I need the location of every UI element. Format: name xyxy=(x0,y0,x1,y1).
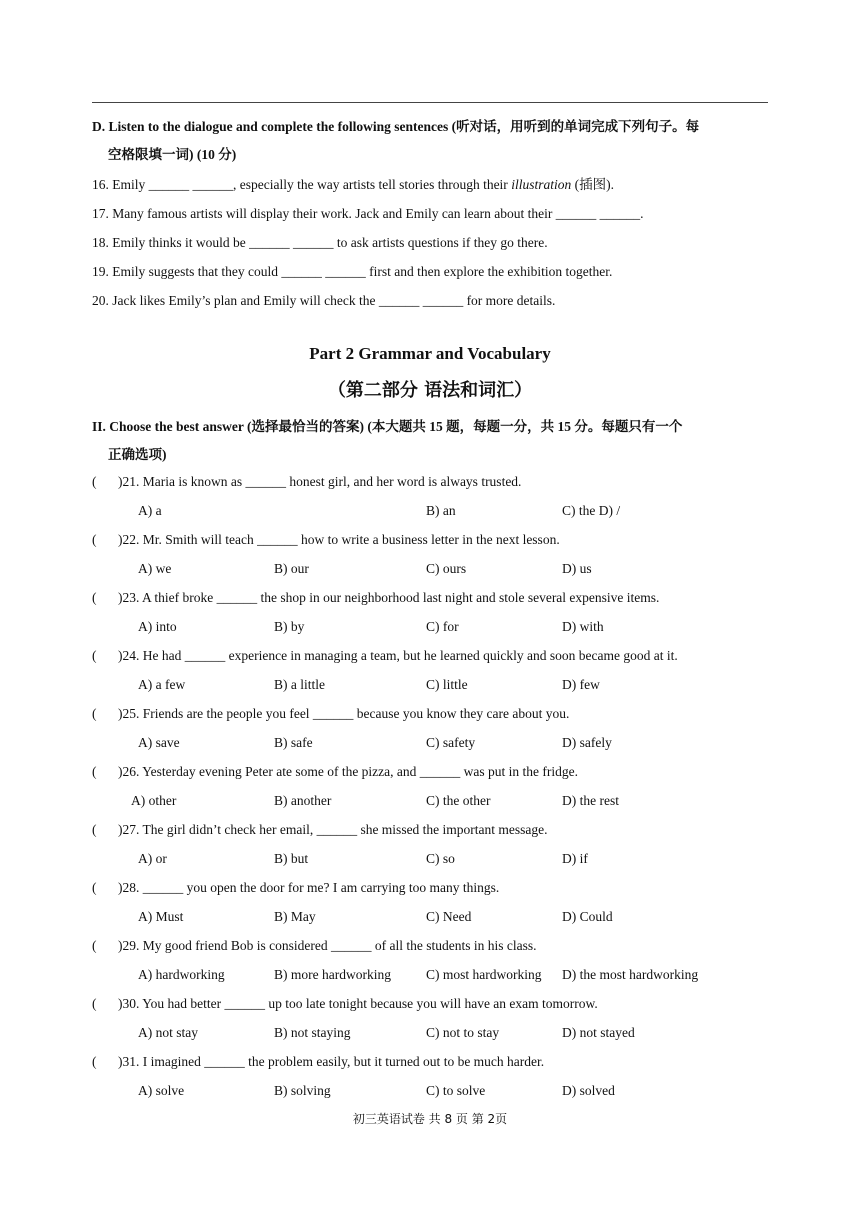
answer-option: D) us xyxy=(562,561,592,576)
part2-title: Part 2 Grammar and Vocabulary xyxy=(309,344,551,363)
answer-option: A) into xyxy=(138,619,177,634)
question-text: )26. Yesterday evening Peter ate some of the pizza, and ______ was put in the fridge. xyxy=(118,764,579,779)
answer-option: C) so xyxy=(426,851,455,866)
answer-bracket: ( xyxy=(92,648,97,663)
answer-option: A) Must xyxy=(138,909,184,924)
answer-option: C) the D) / xyxy=(562,503,621,518)
answer-option: C) not to stay xyxy=(426,1025,500,1040)
answer-bracket: ( xyxy=(92,938,97,953)
answer-bracket: ( xyxy=(92,822,97,837)
answer-option: C) Need xyxy=(426,909,472,924)
answer-option: C) the other xyxy=(426,793,491,808)
answer-option: D) safely xyxy=(562,735,612,750)
answer-bracket: ( xyxy=(92,880,97,895)
answer-option: C) ours xyxy=(426,561,467,576)
sentence-16: 16. Emily ______ ______, especially the way artists tell stories through their illustration (插图). xyxy=(92,177,614,192)
answer-option: B) a little xyxy=(274,677,325,692)
answer-bracket: ( xyxy=(92,532,97,547)
answer-option: D) the most hardworking xyxy=(562,967,699,982)
sentence-18: 18. Emily thinks it would be ______ ______ to ask artists questions if they go there. xyxy=(92,235,548,250)
answer-option: B) our xyxy=(274,561,309,576)
answer-option: A) a xyxy=(138,503,162,518)
answer-option: A) a few xyxy=(138,677,186,692)
section-ii-header-cont: 正确选项) xyxy=(108,447,167,462)
answer-option: B) but xyxy=(274,851,309,866)
answer-option: C) safety xyxy=(426,735,476,750)
question-text: )30. You had better ______ up too late tonight because you will have an exam tomorrow. xyxy=(118,996,598,1011)
question-text: )22. Mr. Smith will teach ______ how to write a business letter in the next lesson. xyxy=(118,532,560,547)
answer-option: B) not staying xyxy=(274,1025,351,1040)
answer-option: A) solve xyxy=(138,1083,185,1098)
top-divider xyxy=(92,102,768,103)
answer-option: A) not stay xyxy=(138,1025,198,1040)
answer-bracket: ( xyxy=(92,474,97,489)
answer-bracket: ( xyxy=(92,590,97,605)
answer-option: C) to solve xyxy=(426,1083,486,1098)
sentence-19: 19. Emily suggests that they could ______ ______ first and then explore the exhibition together. xyxy=(92,264,613,279)
answer-bracket: ( xyxy=(92,996,97,1011)
answer-option: D) the rest xyxy=(562,793,619,808)
sentence-17: 17. Many famous artists will display their work. Jack and Emily can learn about their ______ ______. xyxy=(92,206,644,221)
question-text: )31. I imagined ______ the problem easily, but it turned out to be much harder. xyxy=(118,1054,545,1069)
answer-option: A) save xyxy=(138,735,180,750)
question-text: )24. He had ______ experience in managing a team, but he learned quickly and soon became good at it. xyxy=(118,648,678,663)
answer-option: A) hardworking xyxy=(138,967,225,982)
answer-option: B) May xyxy=(274,909,316,924)
question-text: )27. The girl didn’t check her email, ______ she missed the important message. xyxy=(118,822,548,837)
part2-subtitle: （第二部分 语法和词汇） xyxy=(327,380,533,401)
answer-option: D) few xyxy=(562,677,600,692)
answer-option: A) or xyxy=(138,851,167,866)
question-text: )28. ______ you open the door for me? I am carrying too many things. xyxy=(118,880,500,895)
sentence-20: 20. Jack likes Emily’s plan and Emily will check the ______ ______ for more details. xyxy=(92,293,556,308)
answer-option: D) solved xyxy=(562,1083,615,1098)
answer-option: A) we xyxy=(138,561,172,576)
section-d-header: D. Listen to the dialogue and complete the following sentences (听对话，用听到的单词完成下列句子。每 xyxy=(92,119,700,134)
answer-option: B) solving xyxy=(274,1083,331,1098)
question-text: )25. Friends are the people you feel ______ because you know they care about you. xyxy=(118,706,570,721)
answer-bracket: ( xyxy=(92,764,97,779)
answer-option: B) another xyxy=(274,793,332,808)
answer-option: C) little xyxy=(426,677,468,692)
section-ii-header: II. Choose the best answer (选择最恰当的答案) (本大题共 15 题，每题一分，共 15 分。每题只有一个 xyxy=(92,419,683,434)
question-text: )21. Maria is known as ______ honest girl, and her word is always trusted. xyxy=(118,474,522,489)
answer-option: C) for xyxy=(426,619,459,634)
answer-option: D) not stayed xyxy=(562,1025,635,1040)
answer-option: B) by xyxy=(274,619,305,634)
answer-option: C) most hardworking xyxy=(426,967,542,982)
answer-option: B) an xyxy=(426,503,456,518)
answer-option: B) safe xyxy=(274,735,313,750)
section-d-header-cont: 空格限填一词) (10 分) xyxy=(108,147,237,162)
answer-option: D) Could xyxy=(562,909,613,924)
answer-option: D) if xyxy=(562,851,588,866)
question-text: )29. My good friend Bob is considered ______ of all the students in his class. xyxy=(118,938,537,953)
answer-bracket: ( xyxy=(92,706,97,721)
answer-option: D) with xyxy=(562,619,604,634)
page-footer: 初三英语试卷 共 8 页 第 2页 xyxy=(352,1112,508,1126)
question-text: )23. A thief broke ______ the shop in our neighborhood last night and stole several expensive items. xyxy=(118,590,660,605)
answer-bracket: ( xyxy=(92,1054,97,1069)
answer-option: A) other xyxy=(131,793,177,808)
answer-option: B) more hardworking xyxy=(274,967,391,982)
